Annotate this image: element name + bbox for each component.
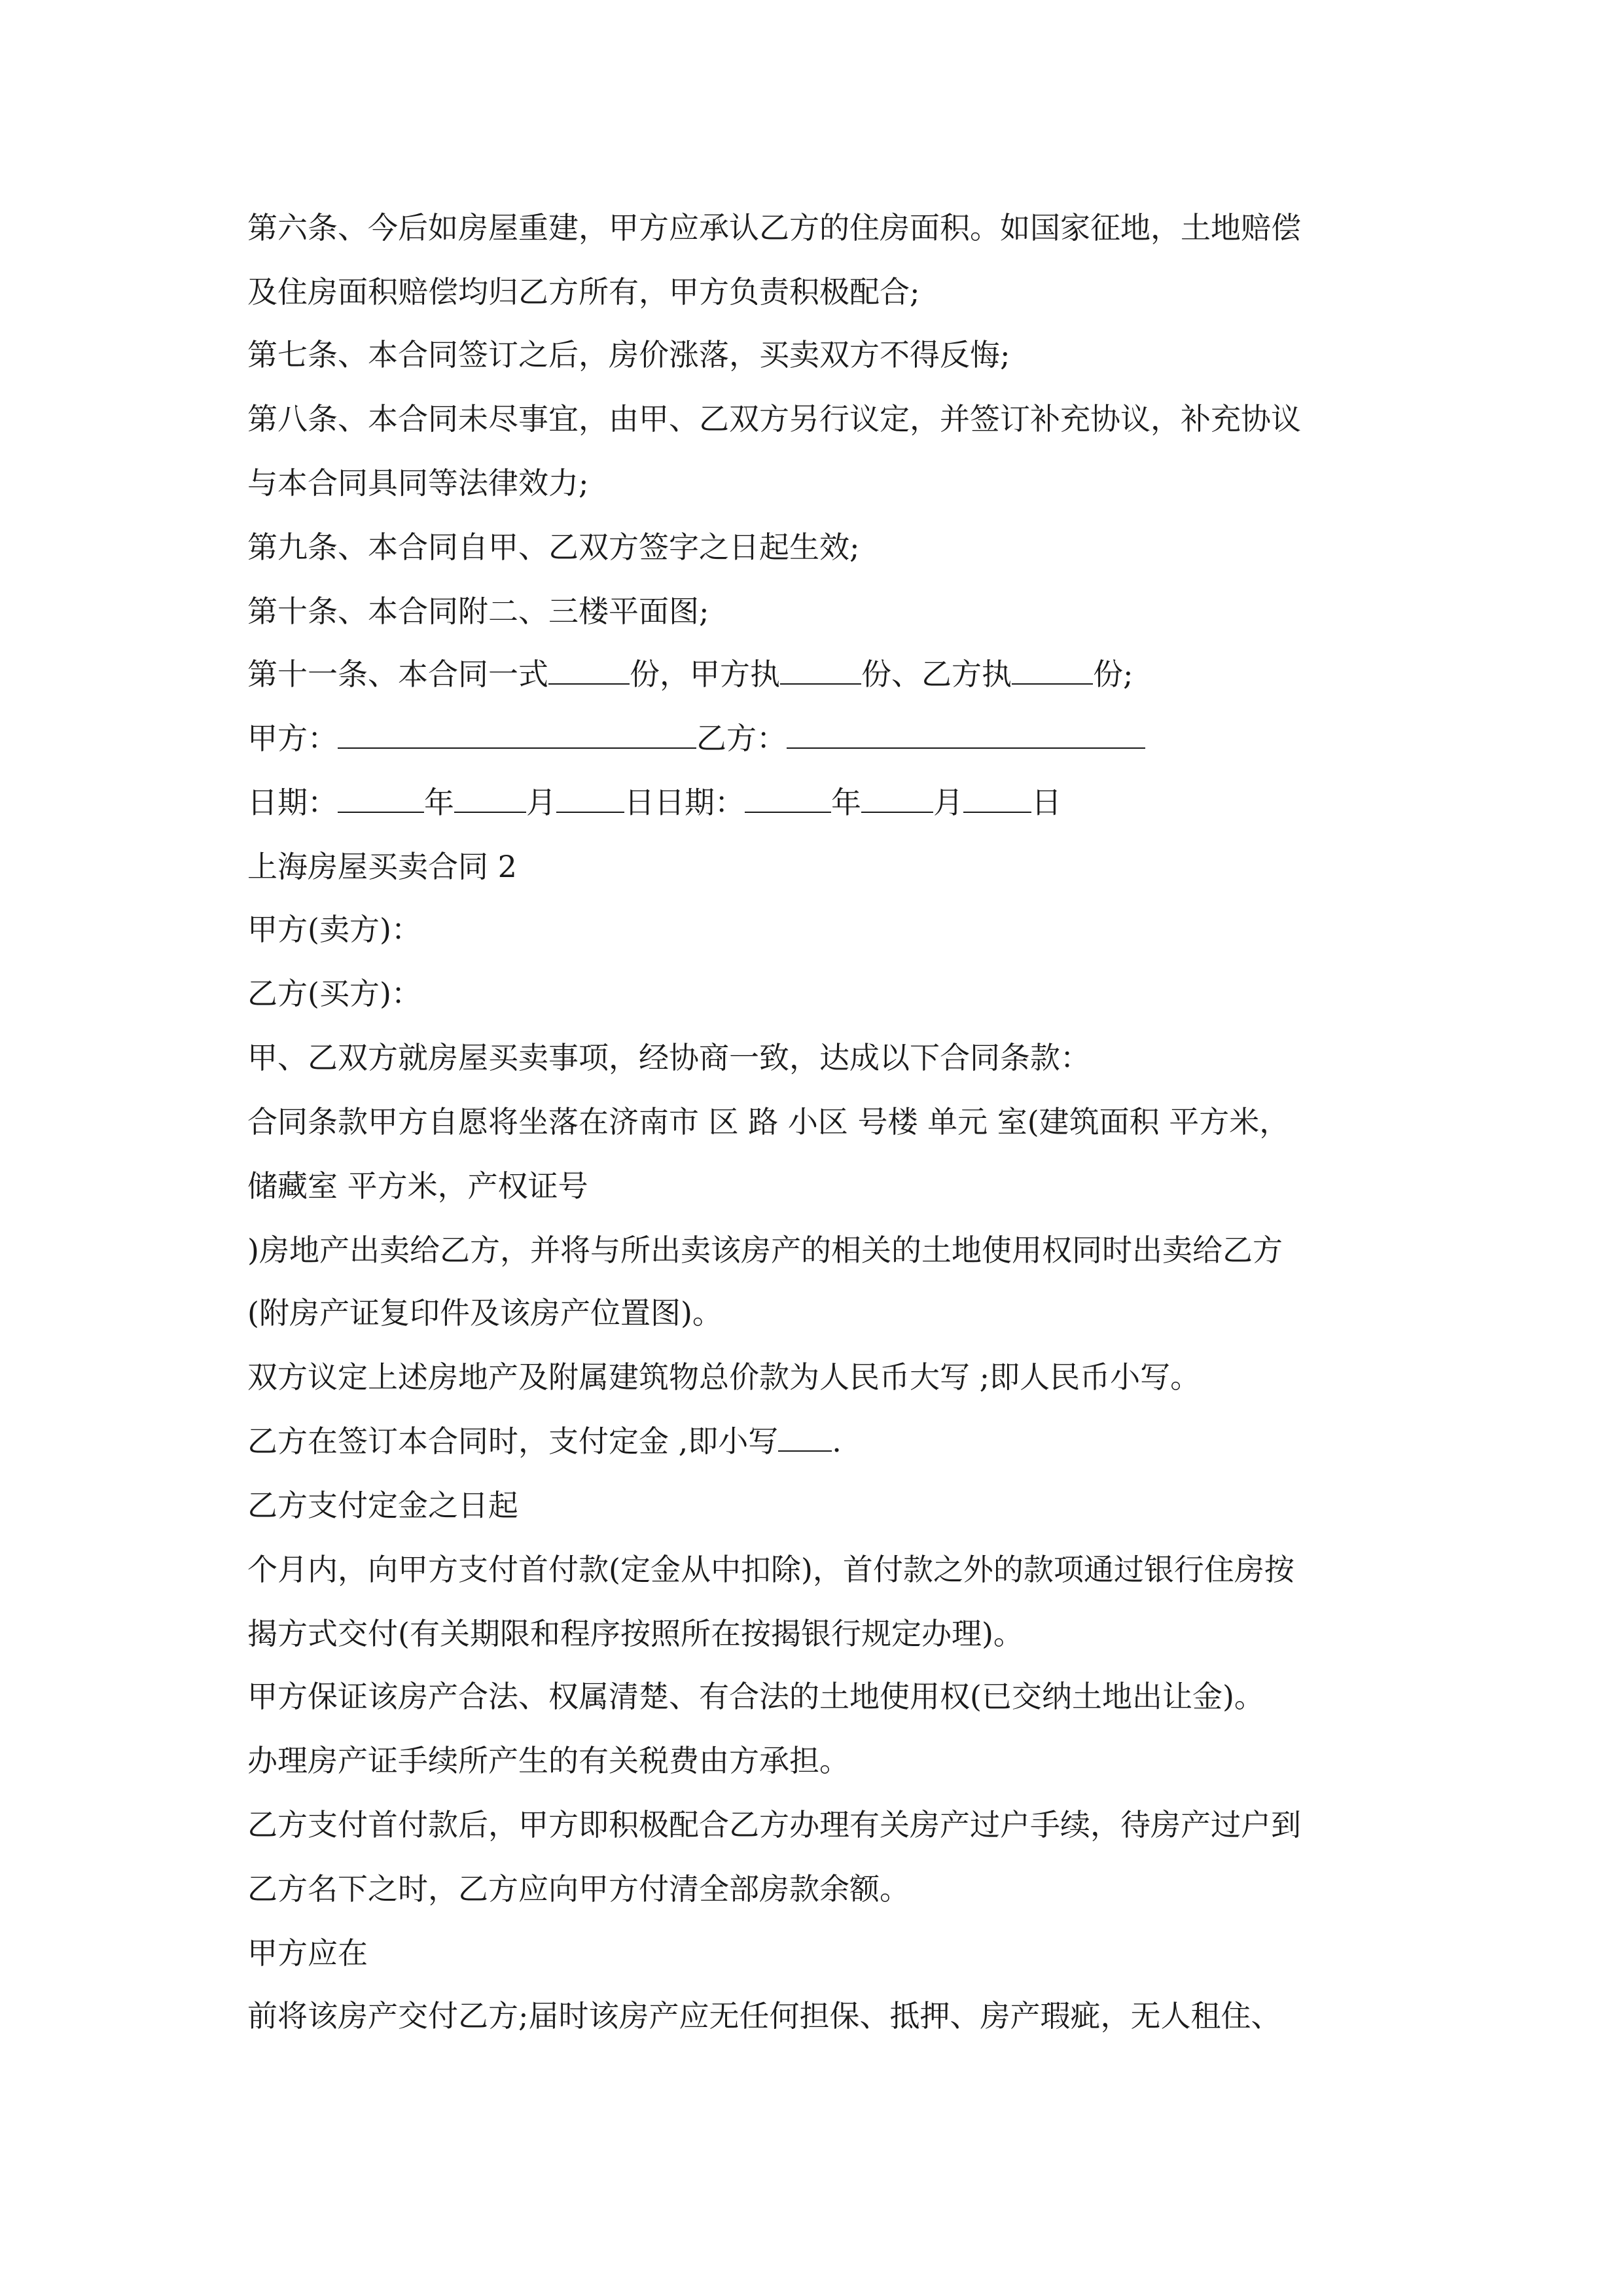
party-b-signature-blank[interactable] <box>787 721 1145 749</box>
clause-11-text-c: 份、乙方执 <box>861 656 1012 692</box>
party-a-label: 甲方： <box>247 721 338 756</box>
down-payment-line-2: 揭方式交付(有关期限和程序按照所在按揭银行规定办理)。 <box>247 1616 1024 1651</box>
party-a-day-blank[interactable] <box>556 785 624 813</box>
transfer-line-1: 乙方支付首付款后，甲方即积极配合乙方办理有关房产过户手续，待房产过户到 <box>247 1807 1301 1842</box>
deposit-period: . <box>832 1424 842 1459</box>
clause-7: 第七条、本合同签订之后，房价涨落，买卖双方不得反悔; <box>247 337 1010 372</box>
copies-total-blank[interactable] <box>548 657 630 685</box>
copies-party-a-blank[interactable] <box>780 657 861 685</box>
deposit-text: 乙方在签订本合同时，支付定金 ,即小写 <box>247 1424 779 1459</box>
price-line: 双方议定上述房地产及附属建筑物总价款为人民币大写 ;即人民币小写。 <box>247 1359 1201 1395</box>
day-date-label: 日日期： <box>624 785 745 820</box>
year-label-a: 年 <box>424 785 454 820</box>
contract-2-title: 上海房屋买卖合同 2 <box>247 849 517 884</box>
tax-line: 办理房产证手续所产生的有关税费由方承担。 <box>247 1743 849 1778</box>
clause-6-line-1: 第六条、今后如房屋重建，甲方应承认乙方的住房面积。如国家征地，土地赔偿 <box>247 210 1301 245</box>
buyer-label: 乙方(买方)： <box>247 976 421 1011</box>
clause-9: 第九条、本合同自甲、乙双方签字之日起生效; <box>247 529 860 565</box>
party-a-signature-blank[interactable] <box>338 721 696 749</box>
preamble: 甲、乙双方就房屋买卖事项，经协商一致，达成以下合同条款： <box>247 1040 1090 1075</box>
transfer-line-2: 乙方名下之时，乙方应向甲方付清全部房款余额。 <box>247 1871 910 1907</box>
month-label-a: 月 <box>526 785 556 820</box>
clause-11-text-b: 份，甲方执 <box>630 656 780 692</box>
terms-line-4: (附房产证复印件及该房产位置图)。 <box>247 1295 722 1331</box>
terms-line-1: 合同条款甲方自愿将坐落在济南市 区 路 小区 号楼 单元 室(建筑面积 平方米， <box>247 1104 1290 1139</box>
signature-line <box>247 719 1412 758</box>
clause-8-line-1: 第八条、本合同未尽事宜，由甲、乙双方另行议定，并签订补充协议，补充协议 <box>247 401 1301 437</box>
year-label-b: 年 <box>831 785 861 820</box>
party-b-month-blank[interactable] <box>861 785 933 813</box>
day-label-b: 日 <box>1031 785 1061 820</box>
party-b-day-blank[interactable] <box>963 785 1031 813</box>
guarantee-line: 甲方保证该房产合法、权属清楚、有合法的土地使用权(已交纳土地出让金)。 <box>247 1679 1264 1714</box>
date-label-a: 日期： <box>247 785 338 820</box>
date-line <box>247 783 1412 822</box>
party-a-year-blank[interactable] <box>338 785 424 813</box>
party-b-label: 乙方： <box>696 721 787 756</box>
deposit-amount-blank[interactable] <box>778 1424 832 1452</box>
deposit-line <box>247 1422 1412 1461</box>
clause-11-text-a: 第十一条、本合同一式 <box>247 656 548 692</box>
delivery-line-1: 甲方应在 <box>247 1935 368 1971</box>
clause-11 <box>247 655 1412 694</box>
copies-party-b-blank[interactable] <box>1012 657 1093 685</box>
party-a-month-blank[interactable] <box>454 785 526 813</box>
clause-11-text-d: 份; <box>1093 656 1133 692</box>
seller-label: 甲方(卖方)： <box>247 912 421 947</box>
clause-10: 第十条、本合同附二、三楼平面图; <box>247 594 709 629</box>
party-b-year-blank[interactable] <box>745 785 831 813</box>
deposit-date-line: 乙方支付定金之日起 <box>247 1488 518 1523</box>
delivery-line-2: 前将该房产交付乙方;届时该房产应无任何担保、抵押、房产瑕疵，无人租住、 <box>247 1998 1281 2034</box>
clause-8-line-2: 与本合同具同等法律效力; <box>247 465 589 501</box>
terms-line-2: 储藏室 平方米，产权证号 <box>247 1168 588 1204</box>
terms-line-3: )房地产出卖给乙方，并将与所出卖该房产的相关的土地使用权同时出卖给乙方 <box>247 1232 1283 1268</box>
down-payment-line-1: 个月内，向甲方支付首付款(定金从中扣除)，首付款之外的款项通过银行住房按 <box>247 1552 1294 1587</box>
month-label-b: 月 <box>933 785 963 820</box>
clause-6-line-2: 及住房面积赔偿均归乙方所有，甲方负责积极配合; <box>247 274 920 310</box>
